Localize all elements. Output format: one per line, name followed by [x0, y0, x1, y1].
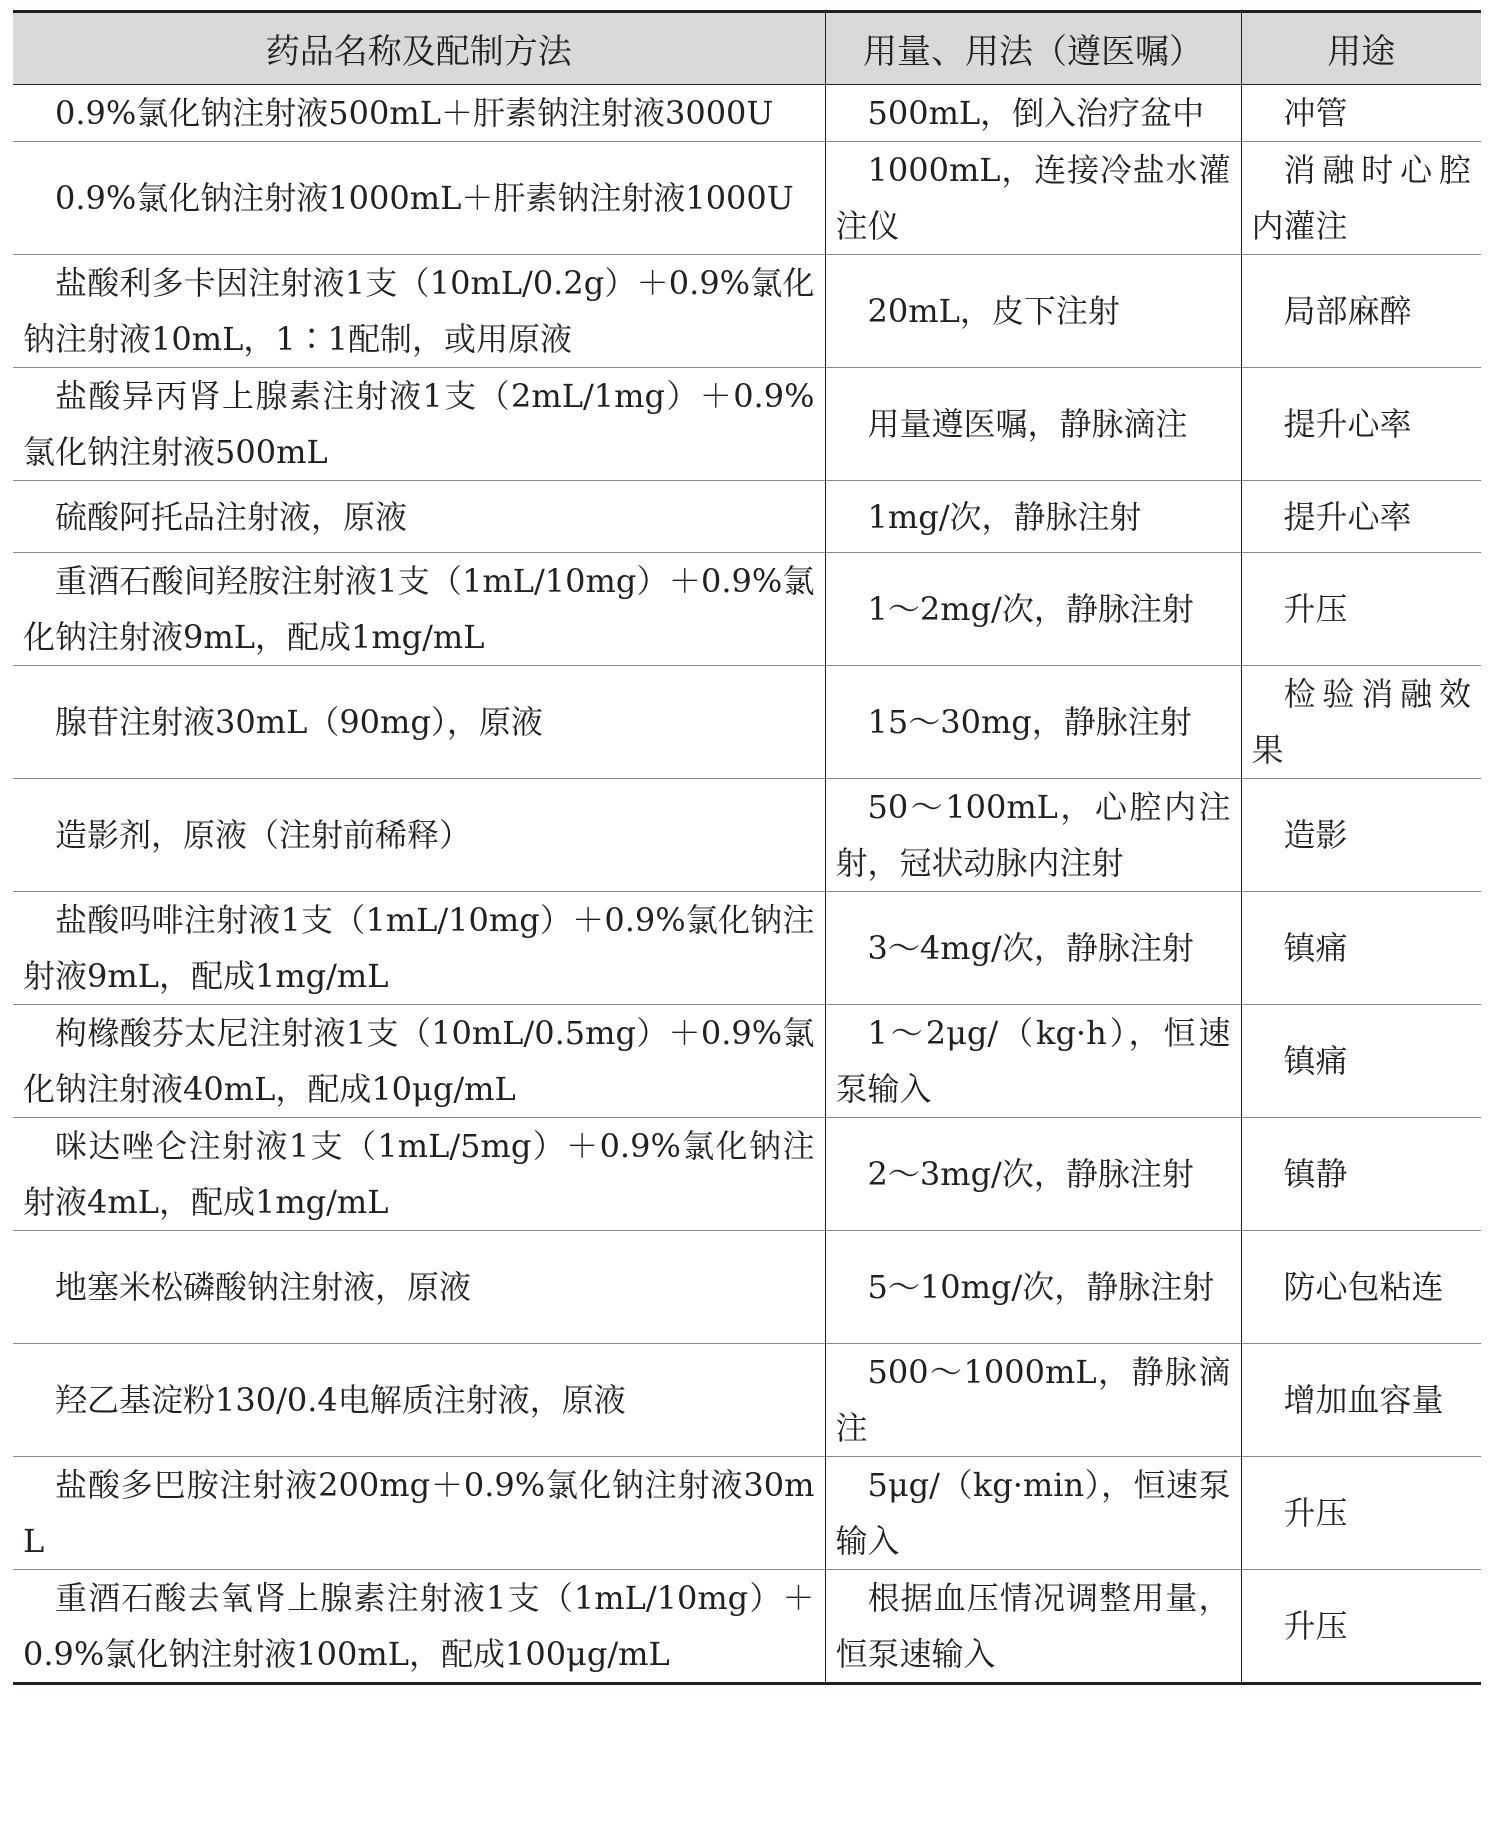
use-cell: 升压 [1241, 1570, 1481, 1684]
use-cell: 升压 [1241, 553, 1481, 666]
drug-cell: 枸橼酸芬太尼注射液1支（10mL/0.5mg）＋0.9%氯化钠注射液40mL，配成10μg/mL [13, 1005, 825, 1118]
use-cell: 消融时心腔内灌注 [1241, 142, 1481, 255]
table-row [13, 142, 1481, 255]
use-cell: 镇静 [1241, 1118, 1481, 1231]
table-row [13, 1231, 1481, 1344]
table-row [13, 85, 1481, 142]
header-purpose: 用途 [1241, 12, 1481, 85]
use-cell: 局部麻醉 [1241, 255, 1481, 368]
dose-cell: 3～4mg/次，静脉注射 [825, 892, 1241, 1005]
dose-cell: 用量遵医嘱，静脉滴注 [825, 368, 1241, 481]
use-cell: 升压 [1241, 1457, 1481, 1570]
drug-cell: 造影剂，原液（注射前稀释） [13, 779, 825, 892]
drug-cell: 盐酸吗啡注射液1支（1mL/10mg）＋0.9%氯化钠注射液9mL，配成1mg/mL [13, 892, 825, 1005]
use-cell: 检验消融效果 [1241, 666, 1481, 779]
dose-cell: 500mL，倒入治疗盆中 [825, 85, 1241, 142]
use-cell: 镇痛 [1241, 1005, 1481, 1118]
table-row [13, 1344, 1481, 1457]
use-cell: 镇痛 [1241, 892, 1481, 1005]
dose-cell: 5～10mg/次，静脉注射 [825, 1231, 1241, 1344]
table-row [13, 666, 1481, 779]
dose-cell: 根据血压情况调整用量，恒泵速输入 [825, 1570, 1241, 1684]
header-drug-name: 药品名称及配制方法 [13, 12, 825, 85]
use-cell: 提升心率 [1241, 368, 1481, 481]
use-cell: 提升心率 [1241, 481, 1481, 553]
drug-cell: 羟乙基淀粉130/0.4电解质注射液，原液 [13, 1344, 825, 1457]
use-cell: 造影 [1241, 779, 1481, 892]
table-row [13, 255, 1481, 368]
drug-cell: 0.9%氯化钠注射液500mL＋肝素钠注射液3000U [13, 85, 825, 142]
drug-cell: 0.9%氯化钠注射液1000mL＋肝素钠注射液1000U [13, 142, 825, 255]
table-row [13, 892, 1481, 1005]
table-row [13, 481, 1481, 553]
use-cell: 冲管 [1241, 85, 1481, 142]
use-cell: 增加血容量 [1241, 1344, 1481, 1457]
dose-cell: 1mg/次，静脉注射 [825, 481, 1241, 553]
dose-cell: 2～3mg/次，静脉注射 [825, 1118, 1241, 1231]
drug-cell: 硫酸阿托品注射液，原液 [13, 481, 825, 553]
drug-cell: 重酒石酸间羟胺注射液1支（1mL/10mg）＋0.9%氯化钠注射液9mL，配成1mg/mL [13, 553, 825, 666]
drug-table-page [13, 10, 1481, 1685]
table-row [13, 368, 1481, 481]
dose-cell: 500～1000mL，静脉滴注 [825, 1344, 1241, 1457]
dose-cell: 1000mL，连接冷盐水灌注仪 [825, 142, 1241, 255]
header-dosage: 用量、用法（遵医嘱） [825, 12, 1241, 85]
drug-cell: 盐酸利多卡因注射液1支（10mL/0.2g）＋0.9%氯化钠注射液10mL，1∶1配制，或用原液 [13, 255, 825, 368]
table-row [13, 553, 1481, 666]
dose-cell: 15～30mg，静脉注射 [825, 666, 1241, 779]
drug-cell: 地塞米松磷酸钠注射液，原液 [13, 1231, 825, 1344]
table-row [13, 1457, 1481, 1570]
drug-cell: 咪达唑仑注射液1支（1mL/5mg）＋0.9%氯化钠注射液4mL，配成1mg/mL [13, 1118, 825, 1231]
dose-cell: 1～2mg/次，静脉注射 [825, 553, 1241, 666]
table-row [13, 779, 1481, 892]
drug-cell: 盐酸异丙肾上腺素注射液1支（2mL/1mg）＋0.9%氯化钠注射液500mL [13, 368, 825, 481]
drug-cell: 盐酸多巴胺注射液200mg＋0.9%氯化钠注射液30mL [13, 1457, 825, 1570]
dose-cell: 1～2μg/（kg·h），恒速泵输入 [825, 1005, 1241, 1118]
use-cell: 防心包粘连 [1241, 1231, 1481, 1344]
dose-cell: 50～100mL，心腔内注射，冠状动脉内注射 [825, 779, 1241, 892]
table-row [13, 1005, 1481, 1118]
drug-cell: 腺苷注射液30mL（90mg），原液 [13, 666, 825, 779]
drug-cell: 重酒石酸去氧肾上腺素注射液1支（1mL/10mg）＋0.9%氯化钠注射液100mL，配成100μg/mL [13, 1570, 825, 1684]
table-row [13, 1118, 1481, 1231]
dose-cell: 5μg/（kg·min），恒速泵输入 [825, 1457, 1241, 1570]
table-row [13, 1570, 1481, 1684]
dose-cell: 20mL，皮下注射 [825, 255, 1241, 368]
drug-preparation-table [13, 10, 1481, 1685]
table-header-row [13, 12, 1481, 85]
